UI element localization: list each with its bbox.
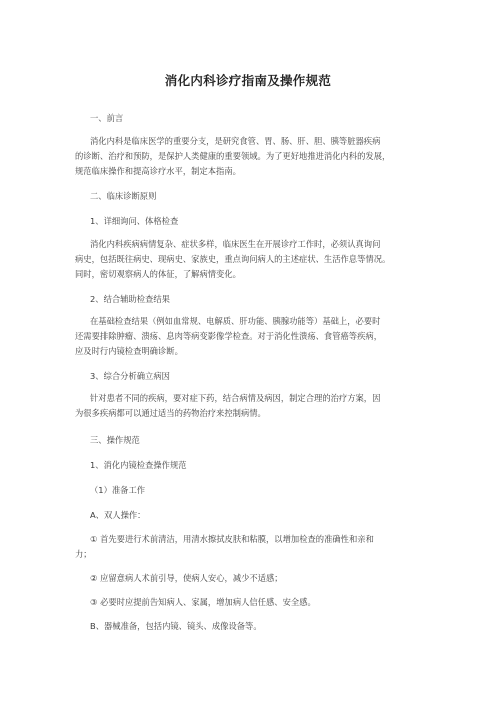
- list-item: ② 应留意病人术前引导，使病人安心，减少不适感；: [90, 573, 283, 583]
- paragraph-line: 为很多疾病都可以通过适当的药物治疗来控制病情。: [75, 408, 266, 418]
- paragraph-line: 病史，包括既往病史、现病史、家族史，重点询问病人的主述症状、生活作息等情况。: [75, 254, 391, 264]
- paragraph-line: 还需要排除肿瘤、溃疡、息肉等病变影像学检查。对于消化性溃疡、食管癌等疾病，: [75, 331, 382, 341]
- list-item: 力；: [75, 549, 92, 559]
- list-item: ③ 必要时应提前告知病人、家属，增加病人信任感、安全感。: [90, 597, 316, 607]
- paragraph-line: 规范临床操作和提高诊疗水平，制定本指南。: [75, 166, 241, 176]
- paragraph-line: 的诊断、治疗和预防，是保护人类健康的重要领域。为了更好地推进消化内科的发展，: [75, 151, 391, 161]
- section-heading-diagnosis: 二、临床诊断原则: [90, 191, 157, 201]
- list-item: ① 首先要进行术前清洁，用清水擦拭皮肤和粘膜，以增加检查的准确性和亲和: [90, 534, 374, 544]
- subsection-heading: 1、消化内镜检查操作规范: [90, 460, 187, 470]
- section-heading-preface: 一、前言: [90, 113, 124, 123]
- list-item: B、器械准备，包括内镜、镜头、成像设备等。: [90, 621, 262, 631]
- paragraph-line: 消化内科疾病病情复杂、症状多样，临床医生在开展诊疗工作时，必须认真询问: [90, 239, 381, 249]
- subsection-heading: 1、详细询问、体格检查: [90, 216, 179, 226]
- subsection-heading: 3、综合分析确立病因: [90, 371, 170, 381]
- paragraph-line: 在基础检查结果（例如血常规、电解质、肝功能、胰腺功能等）基础上，必要时: [90, 316, 381, 326]
- document-title: 消化内科诊疗指南及操作规范: [164, 73, 332, 88]
- paragraph-line: 消化内科是临床医学的重要分支，是研究食管、胃、肠、肝、胆、胰等脏器疾病: [90, 136, 381, 146]
- paragraph-line: 针对患者不同的疾病，要对症下药，结合病情及病因，制定合理的治疗方案，因: [90, 393, 381, 403]
- paragraph-line: 同时，密切观察病人的体征，了解病情变化。: [75, 269, 241, 279]
- section-heading-procedures: 三、操作规范: [90, 435, 140, 445]
- subsection-heading: 2、结合辅助检查结果: [90, 294, 170, 304]
- paragraph-line: 应及时行内镜检查明确诊断。: [75, 346, 183, 356]
- step-heading: （1）准备工作: [90, 485, 146, 495]
- list-item: A、双人操作：: [90, 510, 146, 520]
